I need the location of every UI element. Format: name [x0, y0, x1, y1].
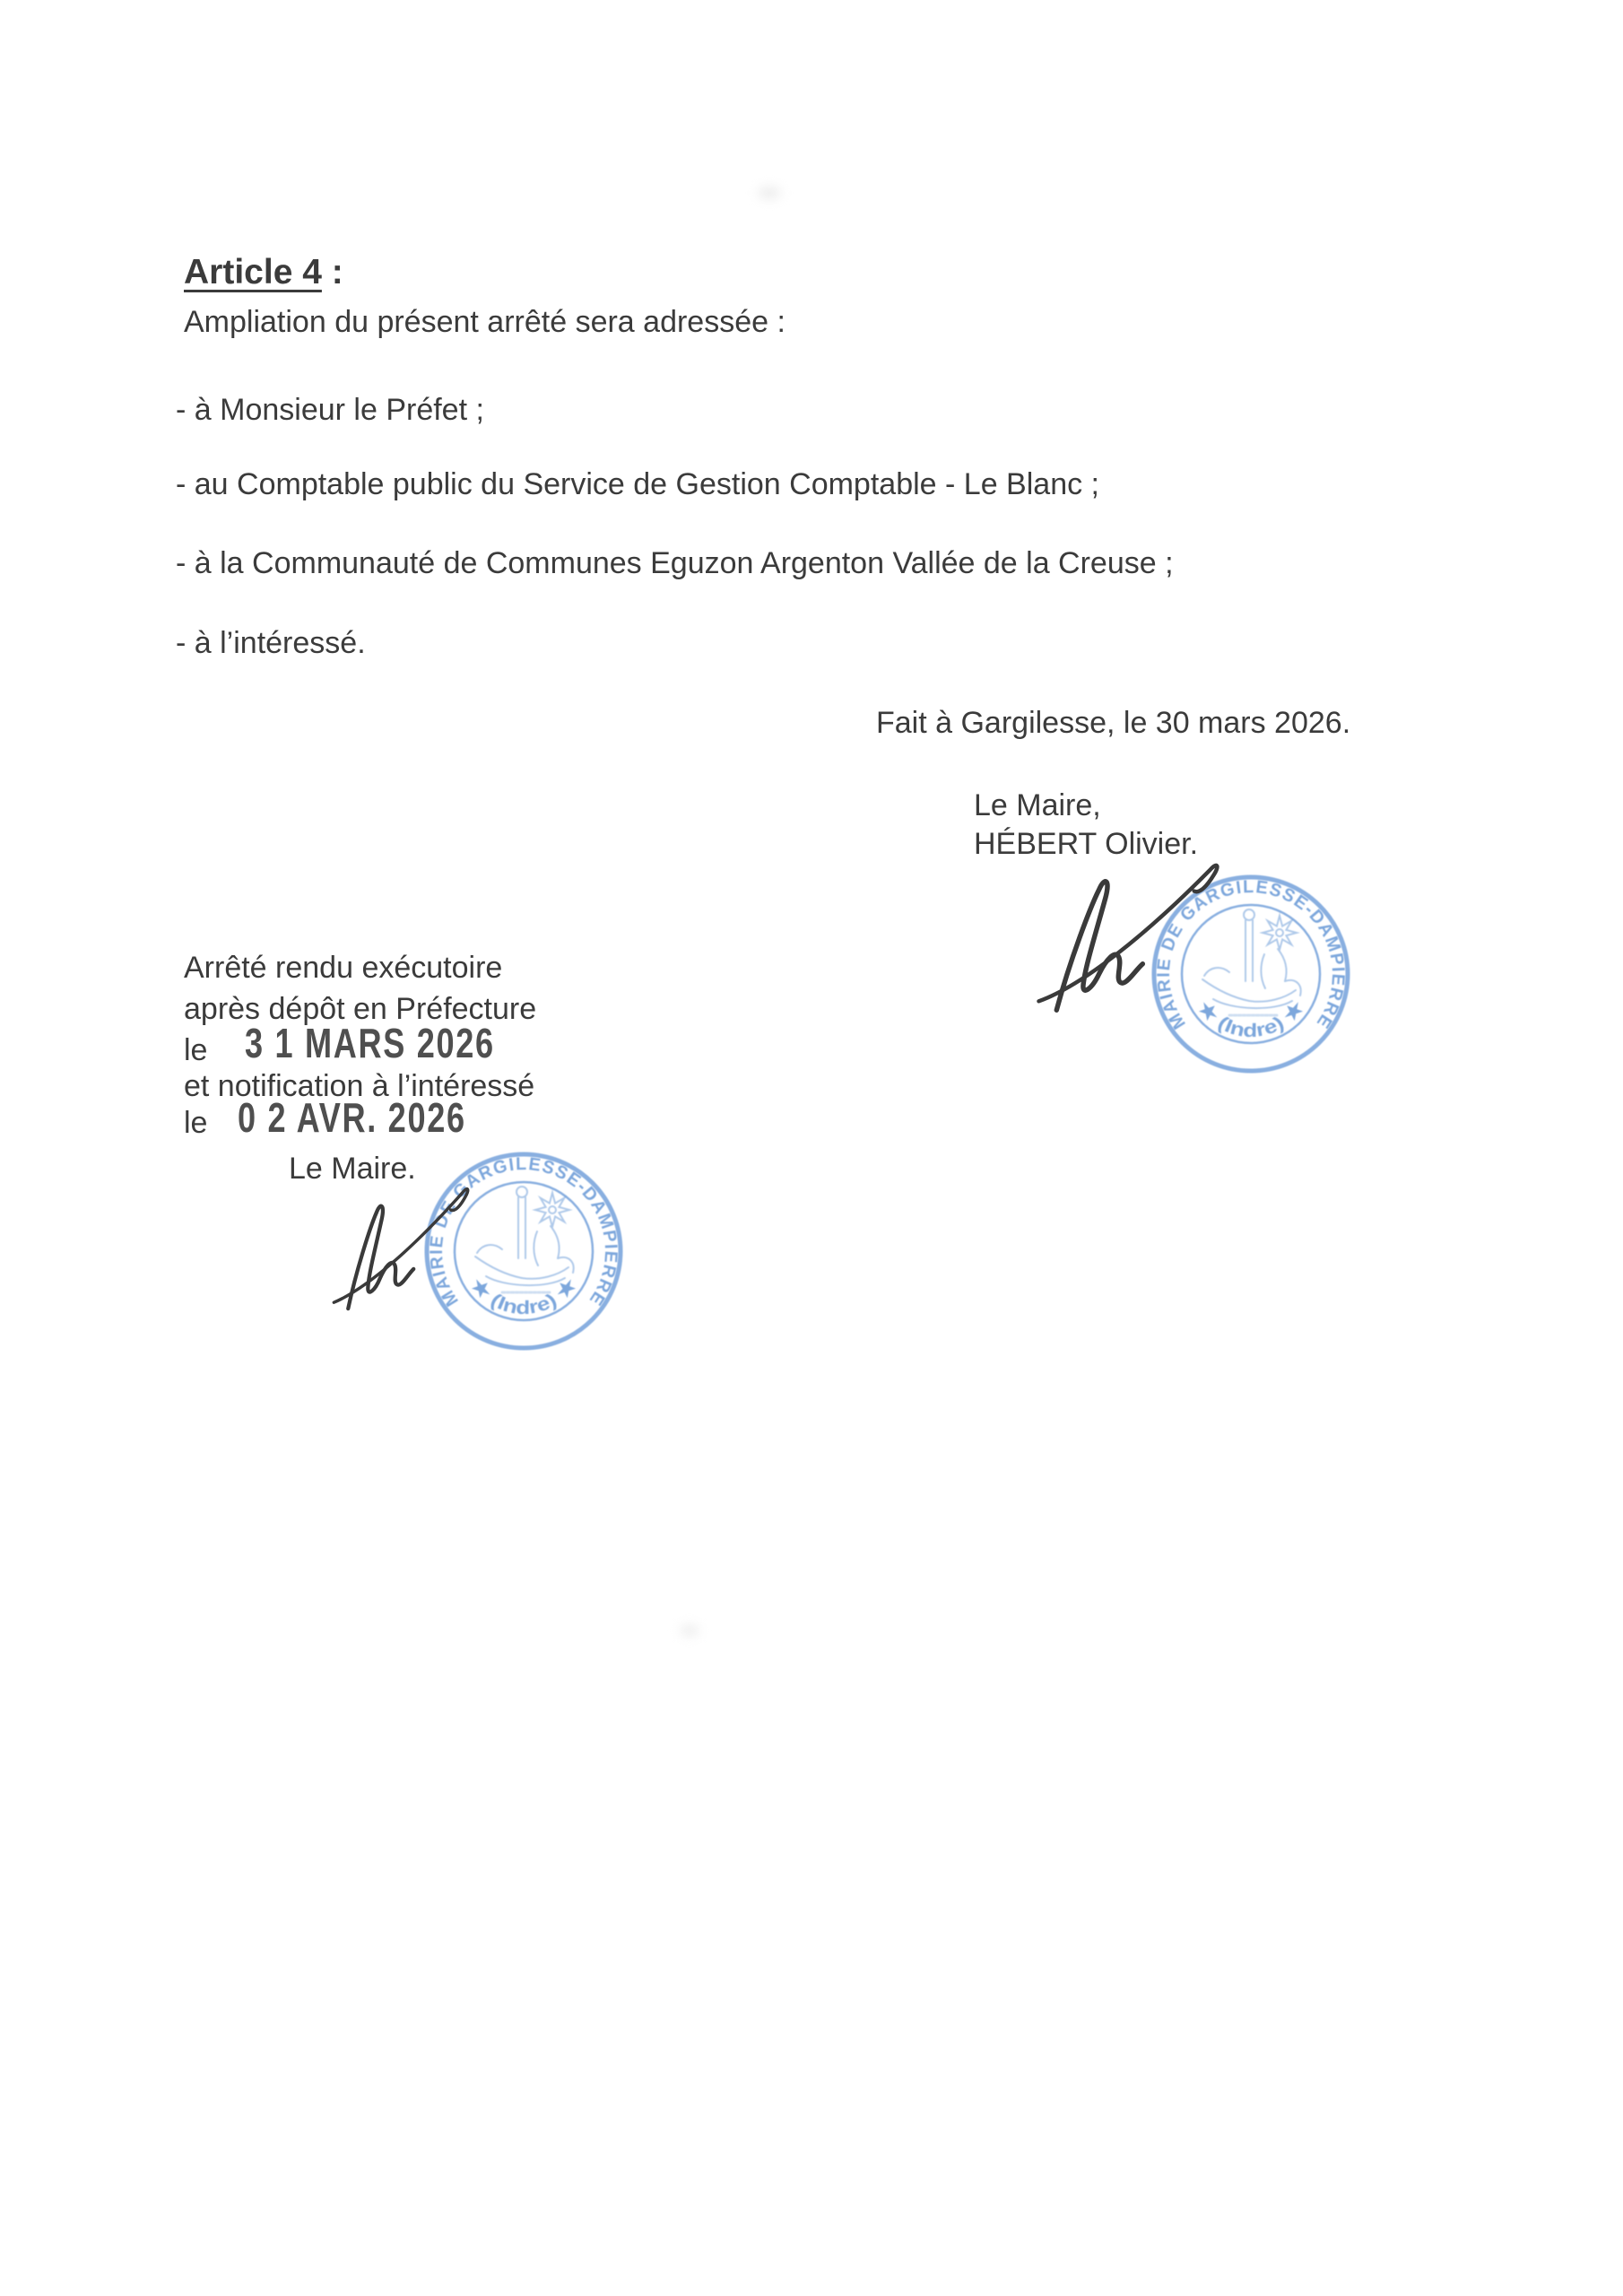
recipient-line: - à Monsieur le Préfet ; [176, 393, 484, 427]
mayor-name: HÉBERT Olivier. [974, 827, 1199, 861]
executory-mayor-title: Le Maire. [289, 1152, 416, 1186]
scan-smudge-top [758, 187, 781, 199]
stamp-bottom-text: ★ (Indre) ★ [465, 1274, 579, 1319]
mayor-title: Le Maire, [974, 788, 1101, 822]
date-stamp-notification: 0 2 AVR. 2026 [238, 1095, 467, 1142]
recipient-line: - à la Communauté de Communes Eguzon Argenton Vallée de la Creuse ; [176, 546, 1174, 580]
executory-le-2: le [184, 1106, 208, 1140]
executory-le-1: le [184, 1033, 208, 1067]
executory-line2: après dépôt en Préfecture [184, 992, 537, 1026]
stamp-bottom-text: ★ (Indre) ★ [1193, 996, 1306, 1042]
scan-smudge-bottom [680, 1625, 699, 1636]
signature-mark [303, 1178, 499, 1326]
executory-line3: et notification à l’intéressé [184, 1069, 535, 1103]
article4-heading-colon: : [321, 253, 343, 291]
article4-heading [184, 251, 343, 295]
recipient-line: - au Comptable public du Service de Gestion Comptable - Le Blanc ; [176, 467, 1099, 501]
date-stamp-prefecture: 3 1 MARS 2026 [245, 1021, 496, 1067]
stamp-ring-text: MAIRIE DE GARGILESSE-DAMPIERRE [1153, 876, 1349, 1033]
signature-mark [1027, 852, 1228, 1030]
recipient-line: - à l’intéressé. [176, 626, 366, 660]
stamp-ring-text: MAIRIE DE GARGILESSE-DAMPIERRE [426, 1153, 621, 1310]
place-date-line: Fait à Gargilesse, le 30 mars 2026. [876, 706, 1351, 740]
article4-intro: Ampliation du présent arrêté sera adressée : [184, 305, 785, 339]
article4-heading-text: Article 4 [184, 253, 322, 291]
executory-line1: Arrêté rendu exécutoire [184, 951, 503, 985]
